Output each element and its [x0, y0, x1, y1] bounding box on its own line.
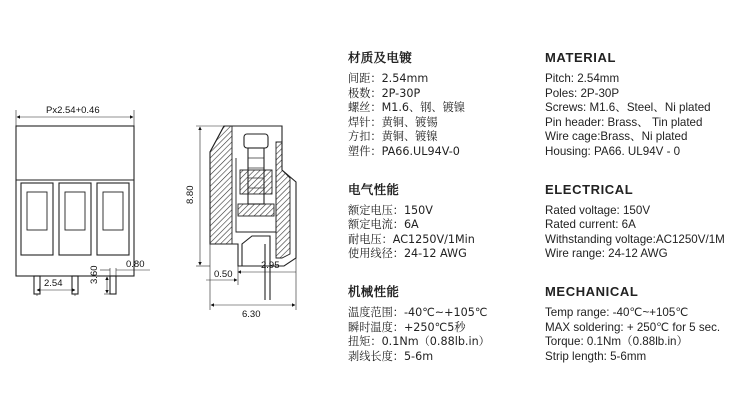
- technical-drawing: [0, 0, 330, 411]
- cn-material-section: [348, 50, 538, 160]
- en-material-line: Housing: PA66. UL94V - 0: [545, 144, 681, 158]
- en-electrical-line: Withstanding voltage:AC1250V/1M: [545, 232, 725, 246]
- cn-electrical-title: 电气性能: [348, 181, 400, 197]
- en-electrical-line: Rated voltage: 150V: [545, 203, 651, 217]
- wire-entry-1: [21, 183, 53, 255]
- dim-offset: 0.50: [214, 269, 233, 280]
- en-material-line: Poles: 2P-30P: [545, 86, 620, 100]
- en-material-line: Pitch: 2.54mm: [545, 72, 620, 85]
- cn-electrical-line: 额定电流：6A: [348, 218, 419, 232]
- cn-material-line: 方扣：黄铜、镀镍: [348, 130, 438, 144]
- en-electrical-line: Rated current: 6A: [545, 218, 636, 232]
- dim-pin-width: 0.80: [126, 259, 145, 270]
- dim-height: 8.80: [185, 185, 196, 204]
- cn-electrical-line: 使用线径：24-12 AWG: [348, 247, 467, 261]
- en-mechanical-line: Torque: 0.1Nm（0.88lb.in）: [545, 335, 689, 349]
- en-mechanical-line: MAX soldering: + 250℃ for 5 sec.: [545, 320, 721, 334]
- cn-material-line: 间距：2.54mm: [348, 72, 429, 85]
- cn-mechanical-line: 扭矩：0.1Nm（0.88lb.in）: [348, 335, 490, 349]
- cn-mechanical-line: 温度范围：-40℃~+105℃: [348, 305, 488, 319]
- cn-electrical-line: 耐电压：AC1250V/1Min: [348, 232, 475, 246]
- cn-mechanical-section: [348, 284, 538, 364]
- cn-mechanical-line: 瞬时温度：+250℃5秒: [348, 320, 466, 334]
- cn-mechanical-title: 机械性能: [348, 283, 400, 299]
- pin-2: [72, 276, 78, 294]
- en-material-line: Screws: M1.6、Steel、Ni plated: [545, 101, 711, 115]
- pin-3: [110, 276, 116, 294]
- en-material-line: Wire cage:Brass、Ni plated: [545, 130, 688, 144]
- en-electrical-line: Wire range: 24-12 AWG: [545, 247, 668, 261]
- cn-material-line: 极数：2P-30P: [348, 86, 421, 100]
- cn-material-line: 焊针：黄铜、镀锡: [348, 115, 438, 129]
- wire-entry-3: [97, 183, 129, 255]
- cn-material-line: 螺丝：M1.6、钢、镀镍: [348, 101, 465, 115]
- en-mechanical-line: Temp range: -40℃~+105℃: [545, 305, 689, 319]
- cn-electrical-line: 额定电压：150V: [348, 203, 433, 217]
- en-electrical-title: ELECTRICAL: [545, 181, 634, 197]
- dim-pin-length: 3.60: [89, 265, 100, 284]
- en-mechanical-title: MECHANICAL: [545, 283, 639, 299]
- cn-material-line: 塑件：PA66.UL94V-0: [348, 144, 460, 158]
- side-view: [196, 126, 296, 310]
- en-material-section: [545, 50, 738, 160]
- cn-electrical-section: [348, 182, 538, 262]
- pin-1: [34, 276, 40, 294]
- wire-entry-2: [59, 183, 91, 255]
- dim-pitch-width: Px2.54+0.46: [46, 105, 100, 116]
- dim-pin-offset: 2.95: [261, 260, 280, 271]
- en-mechanical-section: [545, 284, 738, 364]
- cn-mechanical-line: 剥线长度：5-6m: [348, 349, 434, 363]
- cn-material-title: 材质及电镀: [348, 50, 413, 65]
- dim-depth: 6.30: [242, 309, 261, 320]
- dim-pitch: 2.54: [44, 278, 63, 289]
- en-material-line: Pin header: Brass、 Tin plated: [545, 115, 703, 129]
- en-electrical-section: [545, 182, 738, 262]
- chinese-specs: [348, 50, 538, 364]
- en-mechanical-line: Strip length: 5-6mm: [545, 349, 647, 363]
- english-specs: [545, 50, 738, 364]
- housing-outline: [16, 126, 134, 276]
- en-material-title: MATERIAL: [545, 50, 616, 65]
